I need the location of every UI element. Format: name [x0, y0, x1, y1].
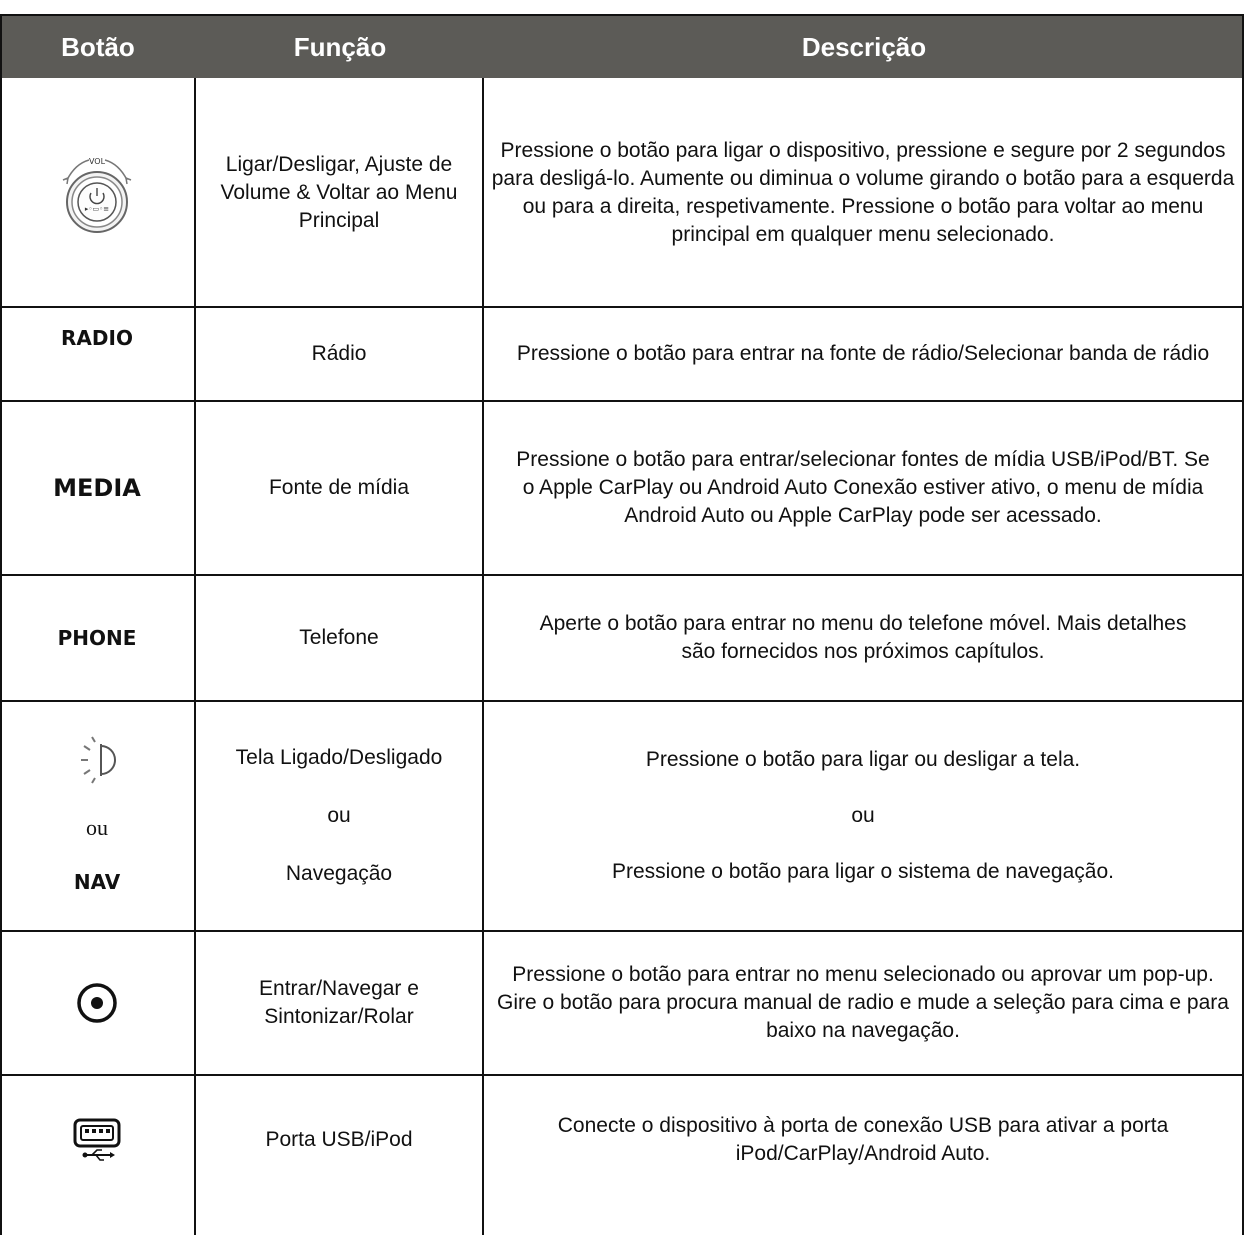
- table-row-usb-function: Porta USB/iPod: [265, 1128, 413, 1151]
- table-row-media-function: Fonte de mídia: [268, 476, 410, 499]
- header-function: Função: [293, 31, 387, 62]
- table-top-border: [0, 14, 1244, 16]
- table-row-usb-button-cell: [0, 1076, 194, 1204]
- description-nav-text: Pressione o botão para ligar o sistema de navegação.: [612, 860, 1114, 883]
- phone-button-label: PHONE: [57, 626, 137, 650]
- nav-button-label: NAV: [73, 870, 121, 894]
- svg-text:▸◦▭◦≡: ▸◦▭◦≡: [84, 205, 110, 213]
- table-row-enter-description: Pressione o botão para entrar no menu selecionado ou aprovar um pop-up. Gire o botão para procura manual de radio e mude a seleção para cima e para baixo na navegação.: [497, 963, 1229, 1042]
- enter-knob-icon: [75, 981, 119, 1025]
- table-row-enter-button-cell: [0, 932, 194, 1074]
- screen-light-icon: [75, 736, 119, 784]
- table-row-power-function: Ligar/Desligar, Ajuste de Volume & Voltar ao Menu Principal: [220, 153, 458, 232]
- function-or-text: ou: [327, 804, 351, 827]
- table-row-radio-description: Pressione o botão para entrar na fonte de rádio/Selecionar banda de rádio: [516, 342, 1210, 365]
- description-or-text: ou: [851, 804, 875, 827]
- table-row-power-description: Pressione o botão para ligar o dispositivo, pressione e segure por 2 segundos para desligá-lo. Aumente ou diminua o volume girando o botão para a esquerda ou para a direita, respetivamente. Pressione o botão para voltar ao menu principal em qualquer menu selecionado.: [491, 139, 1235, 246]
- usb-port-icon: [72, 1117, 122, 1163]
- description-screen-text: Pressione o botão para ligar ou desligar a tela.: [645, 748, 1081, 771]
- button-or-text: ou: [86, 815, 108, 840]
- radio-button-label: RADIO: [61, 326, 133, 350]
- power-volume-knob-icon: [57, 150, 137, 236]
- table-row-phone-description: Aperte o botão para entrar no menu do telefone móvel. Mais detalhes são fornecidos nos próximos capítulos.: [539, 612, 1187, 663]
- table-row-radio-function: Rádio: [311, 342, 367, 365]
- function-nav-text: Navegação: [285, 862, 393, 885]
- table-row-media-description: Pressione o botão para entrar/selecionar fontes de mídia USB/iPod/BT. Se o Apple CarPlay ou Android Auto Conexão estiver ativo, o menu de mídia Android Auto ou Apple CarPlay pode ser acessado.: [516, 448, 1210, 527]
- table-row-screen-description: [484, 702, 1242, 930]
- header-button: Botão: [61, 31, 135, 62]
- table-row-enter-function: Entrar/Navegar e Sintonizar/Rolar: [259, 977, 419, 1028]
- table-row-screen-function: [196, 702, 482, 930]
- knob-vol-label: VOL: [88, 157, 106, 166]
- table-row-usb-description: Conecte o dispositivo à porta de conexão USB para ativar a porta iPod/CarPlay/Android Auto.: [557, 1114, 1169, 1165]
- table-row-screen-button-cell: [0, 702, 194, 930]
- function-screen-text: Tela Ligado/Desligado: [235, 746, 443, 769]
- table-row-phone-function: Telefone: [299, 626, 379, 649]
- table-header: [0, 16, 1244, 78]
- table-row-power-button-cell: [0, 80, 194, 306]
- media-button-label: MEDIA: [53, 474, 141, 502]
- header-description: Descrição: [801, 31, 927, 62]
